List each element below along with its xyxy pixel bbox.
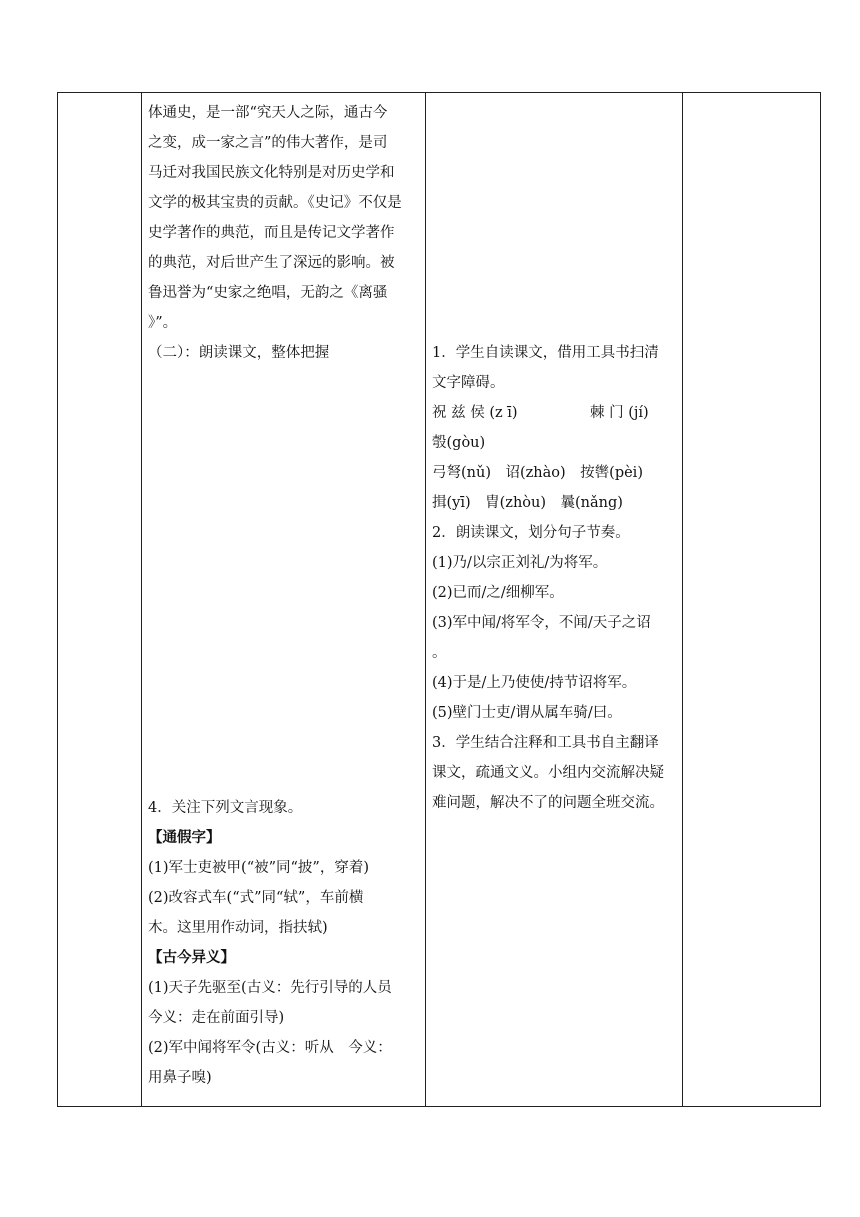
lesson-plan-table (57, 92, 821, 1107)
activity-line: (2)已而/之/细柳军。 (432, 585, 564, 601)
activity-line: 2．朗读课文，划分句子节奏。 (432, 525, 630, 541)
activity-line: (5)壁门士吏/谓从属车骑/曰。 (432, 705, 622, 721)
activity-line: 弓弩(nǔ) 诏(zhào) 按辔(pèi) (432, 465, 643, 481)
activity-line: 彀(gòu) (432, 435, 486, 451)
intro-line: 史学著作的典范，而且是传记文学著作 (148, 225, 395, 241)
column-1-cell (58, 93, 142, 1107)
tongjiazi-line: (2)改容式车(“式”同“轼”，车前横 (148, 890, 364, 906)
tongjiazi-line: (1)军士吏被甲(“被”同“披”，穿着) (148, 860, 370, 876)
activity-line: 1．学生自读课文，借用工具书扫清 (432, 345, 659, 361)
section-two-heading: （二）：朗读课文，整体把握 (148, 345, 330, 361)
activity-line: 文字障碍。 (432, 375, 505, 391)
teaching-content-cell (142, 93, 426, 1107)
tongjiazi-heading: 【通假字】 (148, 829, 221, 846)
tongjiazi-line: 木。这里用作动词，指扶轼) (148, 920, 328, 936)
gujin-heading: 【古今异义】 (148, 949, 235, 966)
intro-line: 体通史，是一部“究天人之际，通古今 (148, 105, 388, 121)
intro-line: 鲁迅誉为“史家之绝唱，无韵之《离骚 (148, 285, 388, 301)
activity-line: 揖(yī) 胄(zhòu) 曩(nǎng) (432, 495, 623, 511)
activity-line: (4)于是/上乃使使/持节诏将军。 (432, 675, 637, 691)
activity-line: 课文，疏通文义。小组内交流解决疑 (432, 765, 664, 781)
blank-space (432, 98, 676, 338)
activity-line: 3．学生结合注释和工具书自主翻译 (432, 735, 659, 751)
blank-space (148, 368, 419, 793)
item-4-heading: 4．关注下列文言现象。 (148, 800, 303, 816)
column-4-cell (683, 93, 821, 1107)
student-activity-cell (426, 93, 683, 1107)
intro-line: 的典范，对后世产生了深远的影响。被 (148, 255, 395, 271)
gujin-line: 用鼻子嗅) (148, 1070, 212, 1086)
activity-line: 祝 兹 侯 (z ī) 棘 门 (jí) (432, 405, 649, 421)
intro-line: 文学的极其宝贵的贡献。《史记》不仅是 (148, 195, 402, 211)
activity-line: 难问题，解决不了的问题全班交流。 (432, 795, 664, 811)
intro-line: 之变，成一家之言”的伟大著作，是司 (148, 135, 388, 151)
gujin-line: (2)军中闻将军令(古义：听从 今义： (148, 1040, 392, 1056)
activity-line: 。 (432, 645, 447, 661)
activity-line: (1)乃/以宗正刘礼/为将军。 (432, 555, 608, 571)
intro-line: 》”。 (148, 315, 178, 331)
gujin-line: (1)天子先驱至(古义：先行引导的人员 (148, 980, 392, 996)
activity-line: (3)军中闻/将军令，不闻/天子之诏 (432, 615, 651, 631)
gujin-line: 今义：走在前面引导) (148, 1010, 285, 1026)
intro-line: 马迁对我国民族文化特别是对历史学和 (148, 165, 395, 181)
